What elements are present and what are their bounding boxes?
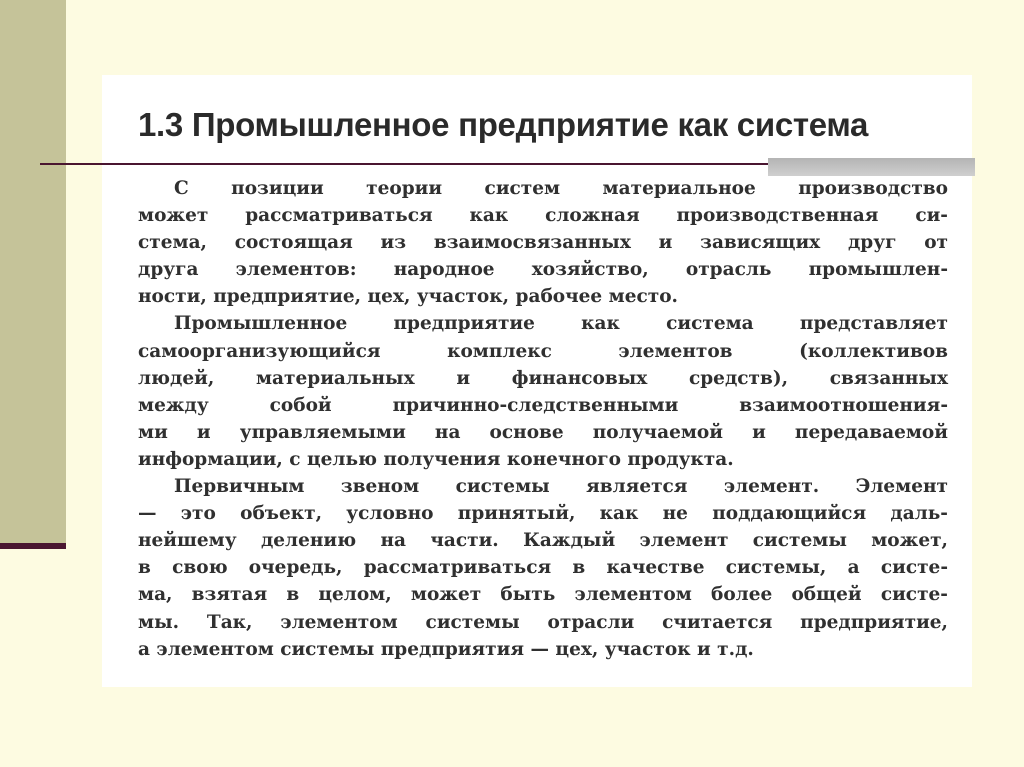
- text-line: информации, с целью получения конечного продукта.: [138, 448, 734, 470]
- body-text: [138, 175, 948, 663]
- text-line: Первичным звеном системы является элемент. Элемент: [174, 476, 948, 498]
- text-line: нейшему делению на части. Каждый элемент системы может,: [138, 530, 948, 552]
- header-accent-bar: [768, 158, 975, 176]
- text-line: стема, состоящая из взаимосвязанных и зависящих друг от: [138, 232, 948, 254]
- text-line: ма, взятая в целом, может быть элементом более общей систе-: [138, 584, 948, 606]
- text-line: друга элементов: народное хозяйство, отрасль промышлен-: [138, 259, 948, 281]
- text-line: может рассматриваться как сложная производственная си-: [138, 205, 948, 227]
- text-line: самоорганизующийся комплекс элементов (коллективов: [138, 340, 948, 362]
- text-line: в свою очередь, рассматриваться в качестве системы, а систе-: [138, 557, 948, 579]
- text-line: ности, предприятие, цех, участок, рабочее место.: [138, 286, 678, 308]
- text-line: мы. Так, элементом системы отрасли считается предприятие,: [138, 611, 948, 633]
- page-title: 1.3 Промышленное предприятие как система: [138, 106, 869, 143]
- sidebar-edge-line: [0, 543, 66, 549]
- text-line: людей, материальных и финансовых средств), связанных: [138, 367, 948, 389]
- text-line: С позиции теории систем материальное производство: [174, 178, 948, 199]
- sidebar-bar: [0, 0, 66, 546]
- text-line: между собой причинно-следственными взаимоотношения-: [138, 394, 948, 416]
- text-line: Промышленное предприятие как система представляет: [174, 313, 948, 335]
- text-line: ми и управляемыми на основе получаемой и передаваемой: [138, 421, 948, 443]
- text-line: — это объект, условно принятый, как не поддающийся даль-: [138, 503, 948, 525]
- text-line: а элементом системы предприятия — цех, участок и т.д.: [138, 638, 754, 660]
